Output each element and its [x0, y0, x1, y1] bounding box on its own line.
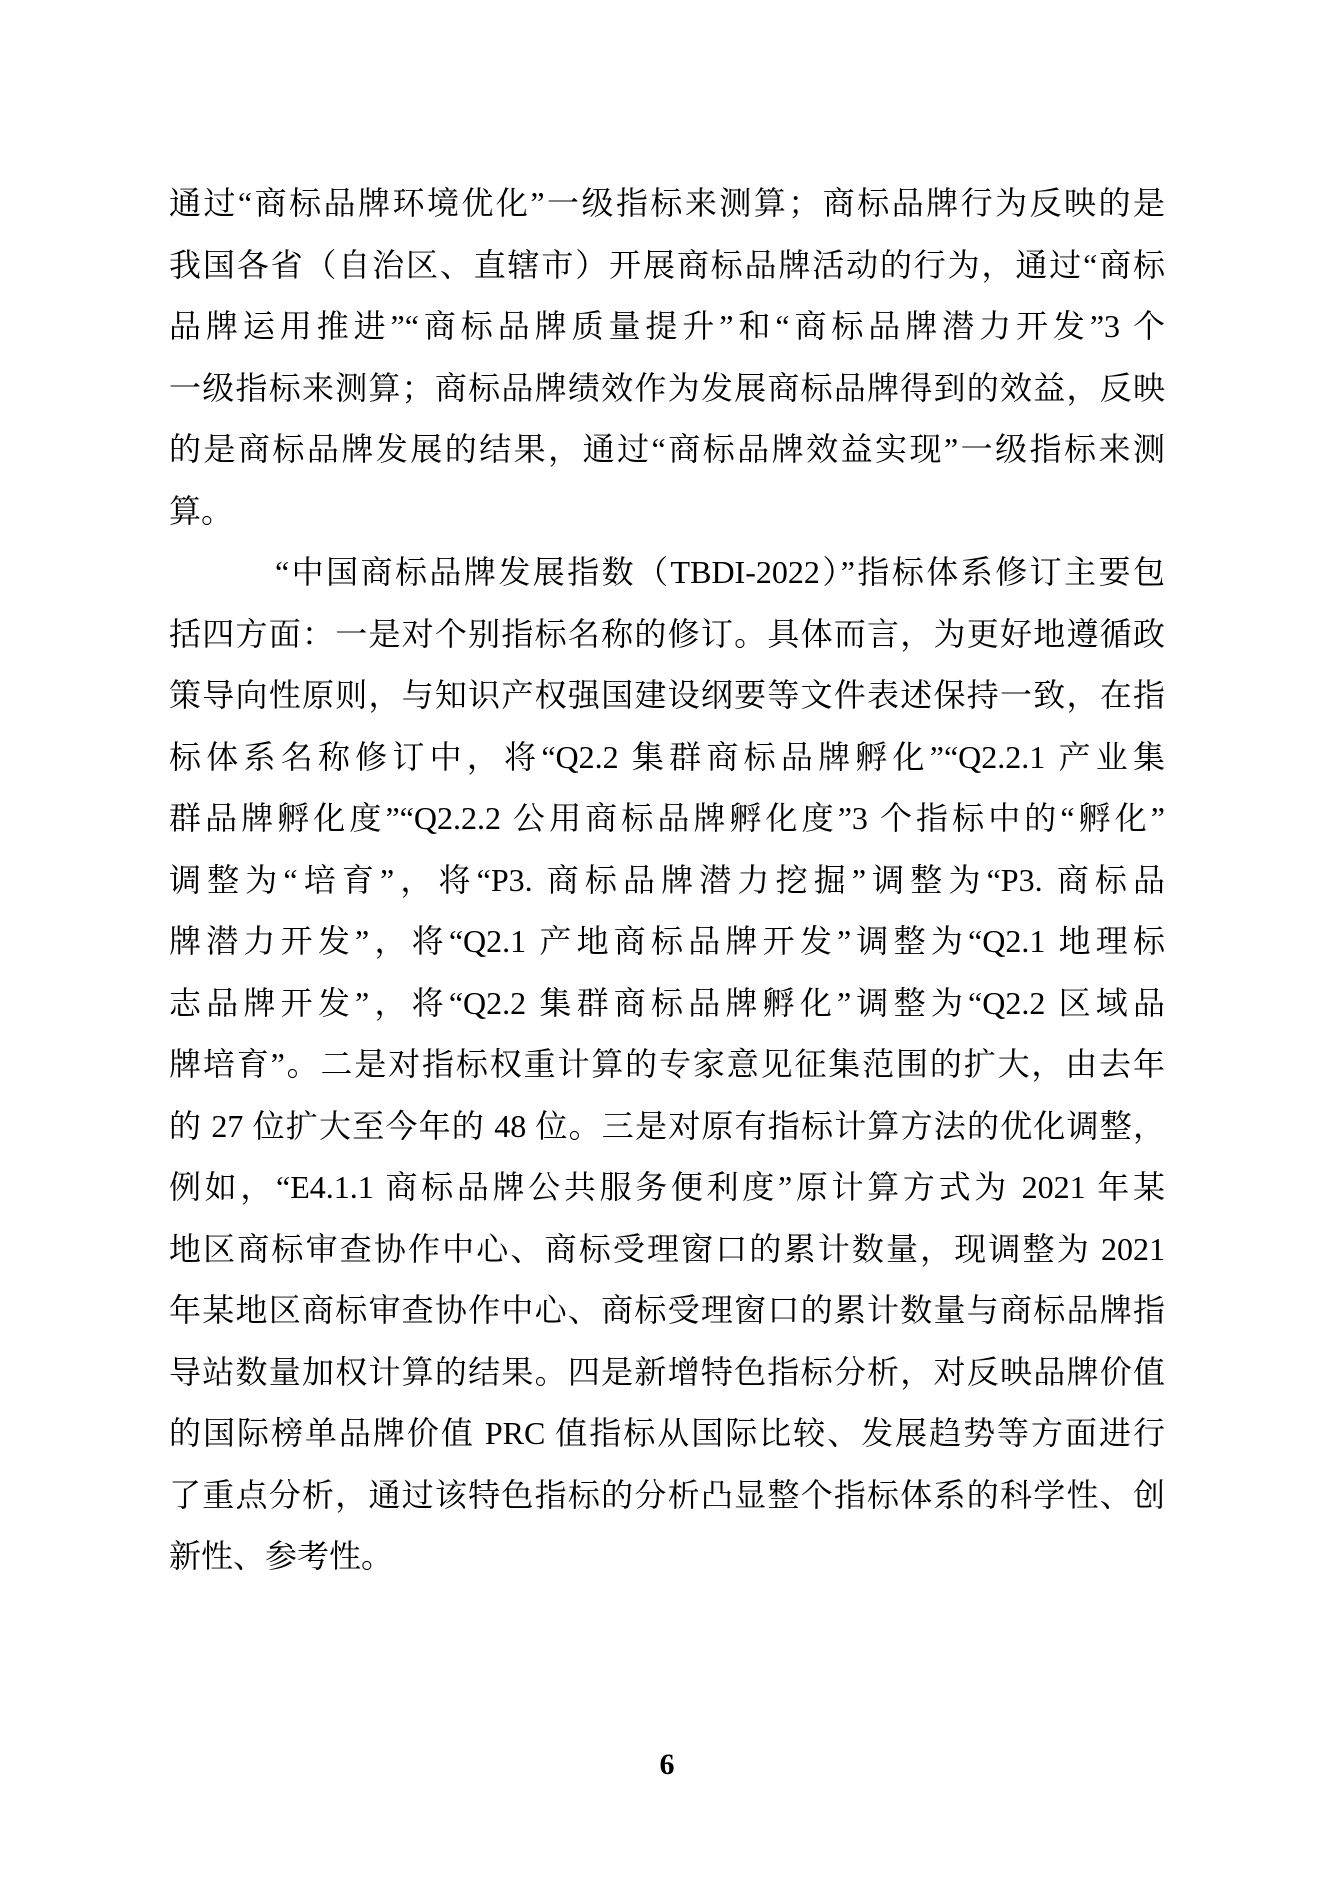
text-line: 的 27 位扩大至今年的 48 位。三是对原有指标计算方法的优化调整， — [169, 1107, 1165, 1144]
text-line: 算。 — [169, 492, 234, 529]
text-line: 策导向性原则，与知识产权强国建设纲要等文件表述保持一致，在指 — [169, 677, 1165, 713]
text-line: 年某地区商标审查协作中心、商标受理窗口的累计数量与商标品牌指 — [169, 1292, 1165, 1328]
text-line: 牌潜力开发”，将“Q2.1 产地商标品牌开发”调整为“Q2.1 地理标 — [169, 923, 1165, 959]
text-line: 我国各省（自治区、直辖市）开展商标品牌活动的行为，通过“商标 — [169, 246, 1165, 283]
page-number: 6 — [659, 1748, 675, 1781]
document-body-text — [169, 173, 1165, 1588]
text-line: 的是商标品牌发展的结果，通过“商标品牌效益实现”一级指标来测 — [169, 431, 1165, 467]
text-line: 志品牌开发”，将“Q2.2 集群商标品牌孵化”调整为“Q2.2 区域品 — [169, 984, 1165, 1021]
text-line: 一级指标来测算；商标品牌绩效作为发展商标品牌得到的效益，反映 — [169, 369, 1165, 406]
text-line: 群品牌孵化度”“Q2.2.2 公用商标品牌孵化度”3 个指标中的“孵化” — [169, 800, 1165, 836]
text-line: 调整为“培育”，将“P3. 商标品牌潜力挖掘”调整为“P3. 商标品 — [169, 861, 1165, 898]
text-line: 地区商标审查协作中心、商标受理窗口的累计数量，现调整为 2021 — [169, 1230, 1165, 1267]
text-line: 标体系名称修订中，将“Q2.2 集群商标品牌孵化”“Q2.2.1 产业集 — [169, 738, 1165, 775]
text-line: 品牌运用推进”“商标品牌质量提升”和“商标品牌潜力开发”3 个 — [169, 308, 1165, 344]
text-line: “中国商标品牌发展指数（TBDI-2022）”指标体系修订主要包 — [275, 554, 1165, 590]
text-line: 通过“商标品牌环境优化”一级指标来测算；商标品牌行为反映的是 — [169, 185, 1165, 221]
text-line: 括四方面：一是对个别指标名称的修订。具体而言，为更好地遵循政 — [169, 615, 1165, 652]
text-line: 的国际榜单品牌价值 PRC 值指标从国际比较、发展趋势等方面进行 — [169, 1415, 1165, 1451]
text-line: 导站数量加权计算的结果。四是新增特色指标分析，对反映品牌价值 — [169, 1353, 1165, 1390]
text-line: 牌培育”。二是对指标权重计算的专家意见征集范围的扩大，由去年 — [169, 1046, 1165, 1082]
text-line: 例如，“E4.1.1 商标品牌公共服务便利度”原计算方式为 2021 年某 — [169, 1169, 1165, 1205]
text-line: 了重点分析，通过该特色指标的分析凸显整个指标体系的科学性、创 — [169, 1476, 1165, 1513]
text-line: 新性、参考性。 — [169, 1538, 394, 1574]
